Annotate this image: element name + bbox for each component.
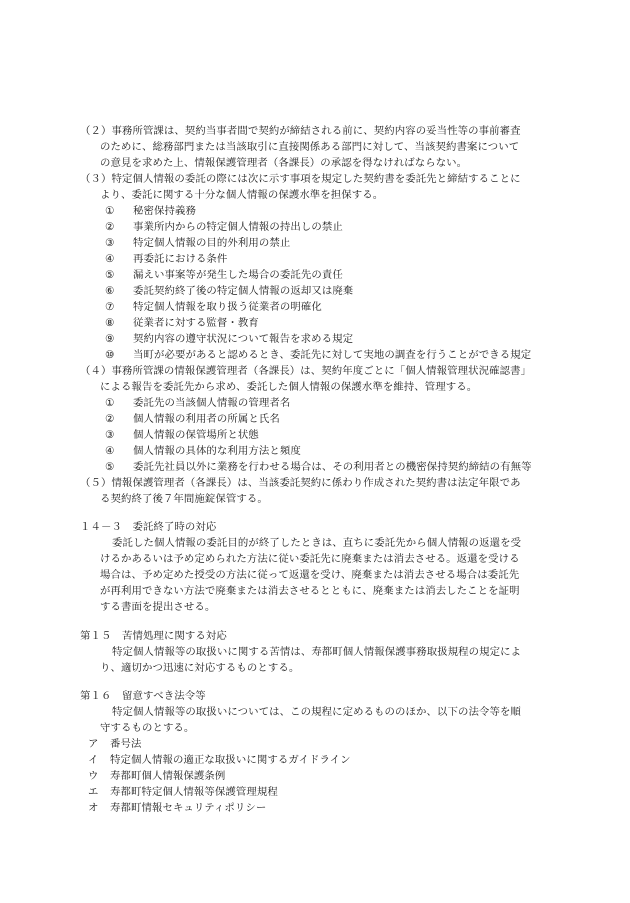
item-text: 漏えい事案等が発生した場合の委託先の責任	[133, 269, 343, 281]
s15-line-2: り、適切かつ迅速に対応するものとする。	[100, 662, 300, 674]
item-label: エ	[88, 786, 99, 798]
item-text: 委託先の当該個人情報の管理者名	[133, 397, 291, 409]
item-text: 個人情報の利用者の所属と氏名	[133, 413, 280, 425]
item-number: ⑩	[105, 349, 115, 361]
s14-3-line-3: 場合は、予め定めた授受の方法に従って返還を受け、廃棄または消去させる場合は委託先	[100, 569, 520, 581]
item-number: ②	[105, 221, 115, 233]
item-number: ④	[105, 445, 115, 457]
item-text: 特定個人情報の適正な取扱いに関するガイドライン	[110, 754, 351, 766]
item-number: ⑨	[105, 333, 115, 345]
item-number: ⑤	[105, 461, 115, 473]
s4-item-4	[105, 444, 301, 460]
s2-line-3: の意見を求めた上、情報保護管理者（各課長）の承認を得なければならない。	[100, 157, 468, 169]
s3-item-6	[105, 284, 353, 300]
s3-item-1	[105, 204, 196, 220]
s14-3-line-5: する書面を提出させる。	[100, 601, 216, 613]
item-text: 秘密保持義務	[133, 205, 196, 217]
item-number: ⑧	[105, 317, 115, 329]
s14-3-line-4: が再利用できない方法で廃棄または消去させるとともに、廃棄または消去したことを証明	[100, 585, 520, 597]
item-number: ⑥	[105, 285, 115, 297]
s2-line-2: のために、総務部門または当該取引に直接関係ある部門に対して、当該契約書案について	[100, 141, 520, 153]
s3-item-7	[105, 300, 322, 316]
item-text: 当町が必要があると認めるとき、委託先に対して実地の調査を行うことができる規定	[133, 349, 532, 361]
item-number: ④	[105, 253, 115, 265]
s3-item-2	[105, 220, 343, 236]
item-number: ①	[105, 397, 115, 409]
s3-item-10	[105, 348, 531, 364]
item-number: ①	[105, 205, 115, 217]
item-text: 委託先社員以外に業務を行わせる場合は、その利用者との機密保持契約締結の有無等	[133, 461, 532, 473]
item-text: 個人情報の具体的な利用方法と頻度	[133, 445, 301, 457]
item-number: ③	[105, 429, 115, 441]
s16-heading: 第１６ 留意すべき法令等	[80, 690, 206, 702]
s14-3-heading: １４－３ 委託終了時の対応	[80, 521, 217, 533]
s15-line-1: 特定個人情報等の取扱いに関する苦情は、寿都町個人情報保護事務取扱規程の規定によ	[112, 646, 522, 658]
s14-3-line-1: 委託した個人情報の委託目的が終了したときは、直ちに委託先から個人情報の返還を受	[112, 537, 522, 549]
item-number: ②	[105, 413, 115, 425]
item-text: 番号法	[110, 738, 142, 750]
s3-item-8	[105, 316, 259, 332]
s5-line-1: （５）情報保護管理者（各課長）は、当該委託契約に係わり作成された契約書は法定年限であ	[80, 477, 521, 489]
s3-item-4	[105, 252, 227, 268]
s15-heading: 第１５ 苦情処理に関する対応	[80, 630, 227, 642]
s4-line-1: （４）事務所管課の情報保護管理者（各課長）は、契約年度ごとに「個人情報管理状況確認書」	[80, 365, 532, 377]
item-text: 個人情報の保管場所と状態	[133, 429, 259, 441]
s16-item-o	[88, 801, 266, 817]
s2-line-1: （２）事務所管課は、契約当事者間で契約が締結される前に、契約内容の妥当性等の事前審査	[80, 125, 521, 137]
item-label: イ	[88, 754, 99, 766]
item-label: オ	[88, 802, 99, 814]
item-text: 従業者に対する監督・教育	[133, 317, 259, 329]
item-text: 再委託における条件	[133, 253, 228, 265]
item-number: ③	[105, 237, 115, 249]
s16-item-i	[88, 753, 351, 769]
s4-item-3	[105, 428, 259, 444]
item-text: 寿都町個人情報保護条例	[110, 770, 226, 782]
item-number: ⑦	[105, 301, 115, 313]
item-text: 特定個人情報を取り扱う従業者の明確化	[133, 301, 322, 313]
item-text: 寿都町情報セキュリティポリシー	[110, 802, 267, 814]
s16-item-u	[88, 769, 225, 785]
s16-line-2: 守するものとする。	[100, 722, 195, 734]
item-text: 特定個人情報の目的外利用の禁止	[133, 237, 291, 249]
s3-item-3	[105, 236, 290, 252]
item-text: 事業所内からの特定個人情報の持出しの禁止	[133, 221, 343, 233]
s3-item-5	[105, 268, 343, 284]
s16-line-1: 特定個人情報等の取扱いについては、この規程に定めるもののほか、以下の法令等を順	[112, 706, 521, 718]
s4-item-2	[105, 412, 280, 428]
s14-3-line-2: けるかあるいは予め定められた方法に従い委託先に廃棄または消去させる。返還を受ける	[100, 553, 520, 565]
s4-item-5	[105, 460, 532, 476]
s3-line-1: （３）特定個人情報の委託の際には次に示す事項を規定した契約書を委託先と締結することに	[80, 173, 521, 185]
s16-item-a	[88, 737, 141, 753]
s5-line-2: る契約終了後７年間施錠保管する。	[100, 493, 268, 505]
s16-item-e	[88, 785, 278, 801]
item-number: ⑤	[105, 269, 115, 281]
item-text: 委託契約終了後の特定個人情報の返却又は廃棄	[133, 285, 354, 297]
s3-item-9	[105, 332, 353, 348]
item-text: 契約内容の遵守状況について報告を求める規定	[133, 333, 354, 345]
item-label: ア	[88, 738, 99, 750]
item-label: ウ	[88, 770, 99, 782]
s4-line-2: による報告を委託先から求め、委託した個人情報の保護水準を維持、管理する。	[100, 381, 478, 393]
item-text: 寿都町特定個人情報等保護管理規程	[110, 786, 278, 798]
s4-item-1	[105, 396, 290, 412]
s3-line-2: より、委託に関する十分な個人情報の保護水準を担保する。	[100, 189, 384, 201]
